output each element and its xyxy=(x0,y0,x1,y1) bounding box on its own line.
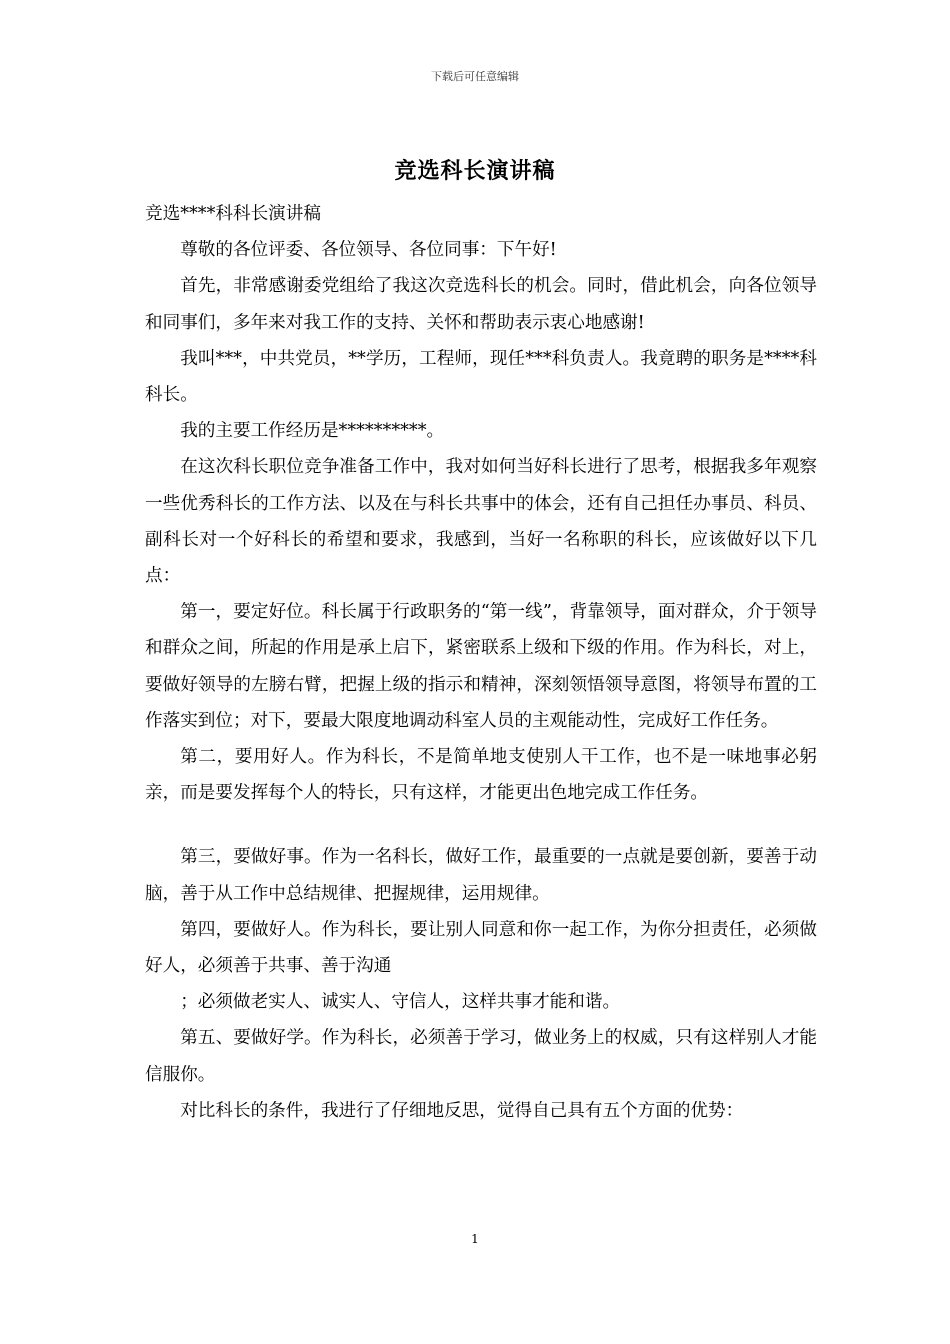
header-note: 下载后可任意编辑 xyxy=(431,70,519,83)
point-two-paragraph: 第二，要用好人。作为科长，不是简单地支使别人干工作，也不是一味地事必躬亲，而是要发挥每个人的特长，只有这样，才能更出色地完成工作任务。 xyxy=(145,747,817,804)
point-three-paragraph: 第三，要做好事。作为一名科长，做好工作，最重要的一点就是要创新，要善于动脑，善于从工作中总结规律、把握规律，运用规律。 xyxy=(145,847,817,904)
greeting-paragraph: 尊敬的各位评委、各位领导、各位同事：下午好! xyxy=(180,240,557,261)
document-title: 竞选科长演讲稿 xyxy=(394,158,556,184)
subtitle-paragraph: 竞选****科科长演讲稿 xyxy=(145,204,321,224)
thanks-paragraph: 首先，非常感谢委党组给了我这次竞选科长的机会。同时，借此机会，向各位领导和同事们，多年来对我工作的支持、关怀和帮助表示衷心地感谢! xyxy=(145,276,817,333)
work-experience-paragraph: 我的主要工作经历是**********。 xyxy=(180,421,445,442)
document-body xyxy=(145,196,817,1129)
point-four-continuation: ；必须做老实人、诚实人、守信人，这样共事才能和谐。 xyxy=(180,992,621,1013)
advantages-paragraph: 对比科长的条件，我进行了仔细地反思，觉得自己具有五个方面的优势： xyxy=(180,1100,744,1121)
introduction-paragraph: 我叫***，中共党员，**学历，工程师，现任***科负责人。我竟聘的职务是****科科长。 xyxy=(145,348,817,406)
point-four-paragraph: 第四，要做好人。作为科长，要让别人同意和你一起工作，为你分担责任，必须做好人，必须善于共事、善于沟通 xyxy=(145,919,817,977)
point-one-paragraph: 第一，要定好位。科长属于行政职务的“第一线”，背靠领导，面对群众，介于领导和群众之间，所起的作用是承上启下，紧密联系上级和下级的作用。作为科长，对上，要做好领导的左膀右臂，把握上级的指示和精神，深刻领悟领导意图，将领导布置的工作落实到位；对下，要最大限度地调动科室人员的主观能动性，完成好工作任务。 xyxy=(145,602,817,731)
page-number: 1 xyxy=(471,1232,479,1246)
point-five-paragraph: 第五、要做好学。作为科长，必须善于学习，做业务上的权威，只有这样别人才能信服你。 xyxy=(145,1028,817,1085)
reflection-paragraph: 在这次科长职位竞争准备工作中，我对如何当好科长进行了思考，根据我多年观察一些优秀科长的工作方法、以及在与科长共事中的体会，还有自己担任办事员、科员、副科长对一个好科长的希望和要求，我感到，当好一名称职的科长，应该做好以下几点： xyxy=(145,457,817,587)
